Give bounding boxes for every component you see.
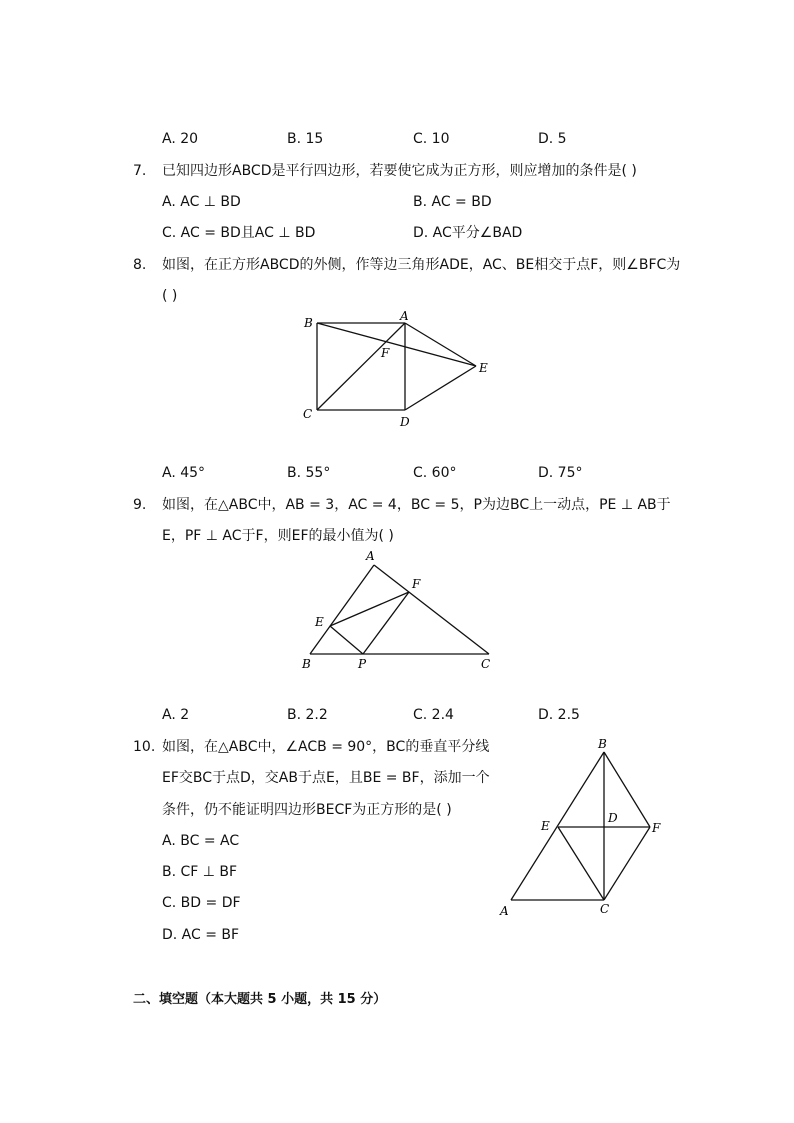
q8-label-a: A — [400, 309, 409, 323]
q10-label-f: F — [652, 821, 661, 835]
q9-label-c: C — [481, 657, 491, 671]
q8-option-b: B. 55° — [287, 465, 331, 481]
q8-label-c: C — [303, 407, 313, 421]
q9-option-a: A. 2 — [162, 707, 190, 723]
q8-stem-line1: 如图，在正方形ABCD的外侧，作等边三角形ADE，AC、BE相交于点F，则∠BFC为 — [162, 257, 681, 273]
q6-option-d: D. 5 — [538, 131, 567, 147]
q8-label-f: F — [381, 346, 390, 360]
q8-label-d: D — [400, 415, 410, 429]
q8-option-d: D. 75° — [538, 465, 583, 481]
q8-label-b: B — [304, 316, 313, 330]
q9-label-p: P — [358, 657, 367, 671]
q6-option-b: B. 15 — [287, 131, 324, 147]
q9-label-b: B — [302, 657, 311, 671]
q10-label-b: B — [598, 737, 607, 751]
q10-label-d: D — [608, 811, 618, 825]
q8-label-e: E — [479, 361, 488, 375]
q9-option-d: D. 2.5 — [538, 707, 580, 723]
q10-stem-line3: 条件，仍不能证明四边形BECF为正方形的是( ) — [162, 802, 452, 818]
q10-number: 10. — [133, 739, 156, 755]
q6-option-c: C. 10 — [413, 131, 450, 147]
section-2-header: 二、填空题（本大题共 5 小题，共 15 分） — [133, 992, 387, 1007]
q9-option-b: B. 2.2 — [287, 707, 328, 723]
q9-label-a: A — [366, 549, 375, 563]
q7-option-c: C. AC = BD且AC ⊥ BD — [162, 225, 316, 241]
q7-number: 7. — [133, 163, 147, 179]
q8-option-a: A. 45° — [162, 465, 206, 481]
q10-label-a: A — [500, 904, 509, 918]
q9-number: 9. — [133, 497, 147, 513]
q9-stem-line2: E，PF ⊥ AC于F，则EF的最小值为( ) — [162, 528, 394, 544]
q10-option-d: D. AC = BF — [162, 927, 240, 943]
q10-label-e: E — [541, 819, 550, 833]
q9-option-c: C. 2.4 — [413, 707, 454, 723]
q7-option-d: D. AC平分∠BAD — [413, 225, 523, 241]
q10-option-c: C. BD = DF — [162, 895, 241, 911]
q10-option-b: B. CF ⊥ BF — [162, 864, 238, 880]
q10-stem-line1: 如图，在△ABC中，∠ACB = 90°，BC的垂直平分线 — [162, 739, 490, 755]
q9-stem-line1: 如图，在△ABC中，AB = 3，AC = 4，BC = 5，P为边BC上一动点，PE ⊥ AB于 — [162, 497, 671, 513]
q8-number: 8. — [133, 257, 147, 273]
q9-label-f: F — [412, 577, 421, 591]
q9-label-e: E — [315, 615, 324, 629]
q10-side-ce — [558, 827, 604, 900]
q6-option-a: A. 20 — [162, 131, 199, 147]
q8-option-c: C. 60° — [413, 465, 457, 481]
q7-option-a: A. AC ⊥ BD — [162, 194, 241, 210]
q10-side-cf — [604, 827, 650, 900]
q10-label-c: C — [600, 902, 610, 916]
q10-option-a: A. BC = AC — [162, 833, 240, 849]
q7-stem: 已知四边形ABCD是平行四边形，若要使它成为正方形，则应增加的条件是( ) — [162, 163, 637, 179]
q7-option-b: B. AC = BD — [413, 194, 492, 210]
q8-stem-line2: ( ) — [162, 288, 178, 304]
q10-stem-line2: EF交BC于点D，交AB于点E，且BE = BF，添加一个 — [162, 770, 490, 786]
